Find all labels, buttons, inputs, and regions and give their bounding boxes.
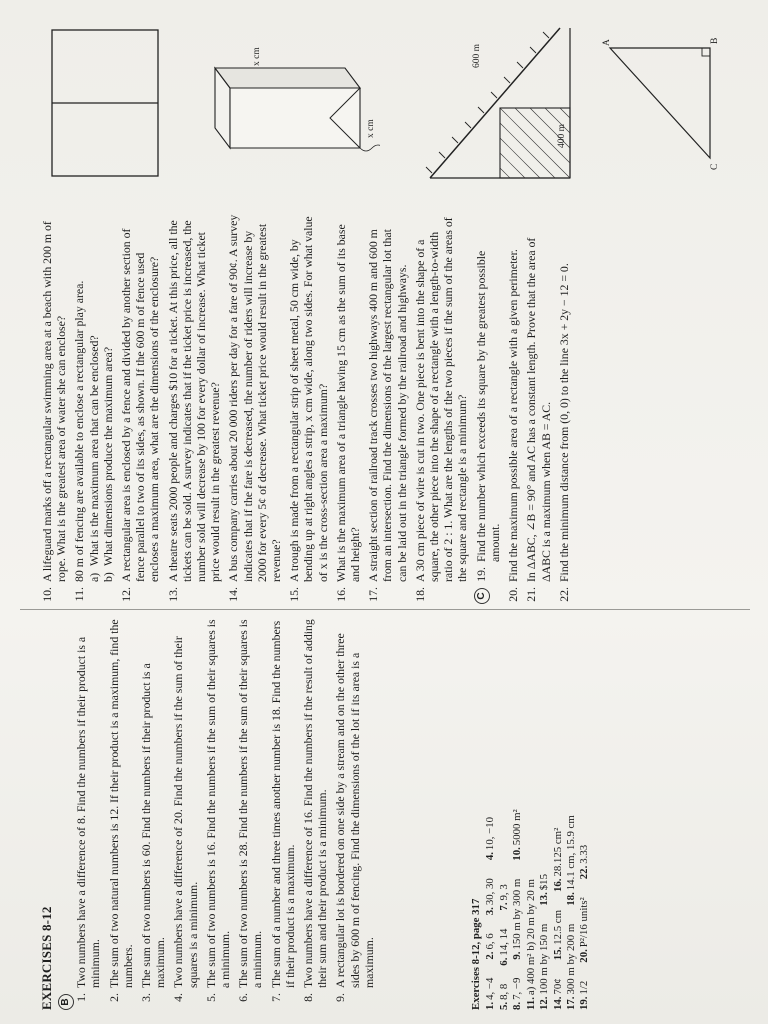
railroad-label-400: 400 m [557,123,567,148]
exercise-number: 7. [268,993,283,1002]
answer-line [511,614,524,1010]
railroad-label-600: 600 m [472,43,482,68]
answer-entry [511,969,523,1010]
answer-number: 6. [497,957,510,966]
exercise-item [226,210,283,604]
exercise-text: Find the minimum distance from (0, 0) to the line 3x + 2y − 12 = 0. [556,263,571,582]
exercise-text: A theatre seats 2000 people and charges $10 for a ticket. At this price, all the tickets can be sold. A survey indicates that if the ticket price is increased, the number sold will decrease by 100 for every dollar of increase. What ticket price would result in the greatest revenue? [165,220,223,582]
answer-line [578,614,591,1010]
answer-number: 4. [484,852,497,861]
answer-key [470,614,592,1010]
answer-number: 5. [497,1001,510,1010]
exercise-number: 8. [301,993,316,1002]
answer-value: 1/2 [578,980,591,995]
exercise-text: The sum of two numbers is 28. Find the numbers if the sum of their squares is a minimum. [236,619,265,988]
exercise-item [72,210,115,604]
exercise-number: 5. [203,993,218,1002]
exercise-body [474,210,502,562]
answer-line [498,614,511,1010]
exercise-item [74,614,102,1010]
answer-value: 300 m by 200 m [564,923,577,995]
exercise-text: Find the maximum possible area of a rectangle with a given perimeter. [506,249,521,582]
exercise-body [269,614,297,988]
exercise-item [474,210,502,584]
exercise-item [366,210,409,604]
exercise-text: The sum of two numbers is 16. Find the numbers if the sum of their squares is a minimum. [203,619,233,988]
exercise-number: 22. [556,587,571,602]
exercise-text: The sum of two numbers is 60. Find the numbers if their product is a maximum. [139,663,168,988]
answer-entry [578,888,590,962]
answer-value: 70¢ [551,978,564,995]
answer-entry [498,920,510,966]
exercise-text: A rectangular area is enclosed by a fence and divided by another section of fence parallel to two of its sides, as shown. If the 600 m of fence used encloses a maximum area, what are the dimensions of the enclosure? [119,228,162,582]
exercise-number: 19. [473,567,488,582]
exercise-body [366,210,409,582]
exercise-number: 16. [333,587,348,602]
exercise-text: In ΔABC, ∠B = 90° and AC has a constant length. Prove that the area of ΔABC is a maximum when AB = AC. [524,237,553,582]
exercise-item [107,614,135,1010]
answer-value: $15 [538,874,551,891]
exercise-list-middle [40,210,571,604]
exercise-body [40,210,68,582]
subpart-label: b) [100,572,115,582]
exercise-text: Two numbers have a difference of 8. Find the numbers if their product is a minimum. [74,636,103,988]
answer-lines [484,614,591,1010]
answer-number: 22. [578,865,591,880]
exercise-number: 18. [412,587,427,602]
exercise-number: 10. [40,587,54,602]
answer-line [484,614,497,1010]
exercise-text: The sum of two natural numbers is 12. If their product is a maximum, find the numbers. [106,619,135,988]
level-b-badge: B [58,994,74,1010]
trough-label-top: x cm [252,47,262,66]
exercise-item [204,614,232,1010]
exercise-body [166,210,223,582]
exercise-number: 1. [74,993,89,1002]
exercise-number: 3. [139,993,154,1002]
answer-number: 2. [484,951,497,960]
answer-number: 10. [511,847,524,861]
exercise-number: 12. [119,587,134,602]
exercise-body [333,614,376,988]
exercise-number: 20. [506,587,521,602]
exercise-number: 9. [333,993,348,1002]
answer-number: 9. [511,951,524,960]
exercise-number: 17. [366,587,381,602]
answer-value: a) 400 m² b) 20 m by 20 m [524,879,537,996]
answer-value: 28.125 cm² [551,827,564,877]
figure-column [30,8,750,198]
exercise-body [204,614,232,988]
answer-value: 14.1 cm, 15.9 cm [564,815,577,891]
exercise-text: A straight section of railroad track crosses two highways 400 m and 600 m from an intersection. Find the dimensions of the largest rectangular lot that can be laid out in the triangle formed by the railroad and highways. [366,229,409,582]
exercise-text: Two numbers have a difference of 16. Find the numbers if the result of adding their sum and their product is a minimum. [301,619,330,988]
railroad-diagram [410,18,580,188]
answer-entry [578,972,590,1010]
answer-entry [484,924,496,959]
answer-entry [525,870,537,1010]
exercise-body [413,210,470,582]
exercise-number: 4. [171,993,186,1002]
answer-number: 7. [497,902,510,911]
exercise-item [333,614,376,1010]
exercise-item [557,210,571,604]
exercise-item [506,210,520,604]
exercise-number: 14. [226,587,241,602]
answer-number: 1. [484,1001,497,1010]
answer-value: 4, −4 [484,977,497,1000]
answer-line [538,614,551,1010]
middle-column [40,210,575,604]
exercise-body [301,614,329,988]
exercise-subpart [87,210,101,582]
column-divider [20,609,750,610]
answer-value: 9, 3 [497,884,510,901]
exercise-text: 80 m of fencing are available to enclose a rectangular play area. [72,280,87,582]
exercise-body [506,210,520,582]
answer-entry [511,800,523,860]
exercise-list-left [74,614,376,1010]
exercise-number: 13. [165,587,180,602]
exercise-number: 21. [524,587,539,602]
exercise-text: What is the maximum area of a triangle having 15 cm as the sum of its base and height? [333,224,363,582]
exercise-body [139,614,167,988]
trough-label-side: x cm [366,119,376,138]
exercise-body [74,614,102,988]
exercise-item [171,614,199,1010]
answer-value: 100 m by 150 m [538,923,551,995]
answer-value: 10, −10 [484,816,497,851]
answer-number: 14. [551,996,564,1010]
answer-value: P²/16 units² [578,897,591,948]
exercise-text: A 30 cm piece of wire is cut in two. One piece is bent into the shape of a square, the other piece into the shape of a rectangle with a length-to-width ratio of 2 : 1. What are the lengths of the two pieces if the sum of the areas of the square and rectangle is a minimum? [412,217,470,582]
exercise-item [287,210,330,604]
answer-value: 30, 30 [484,878,497,906]
answer-entry [511,870,523,960]
answer-number: 11. [524,997,537,1010]
exercise-number: 2. [106,993,121,1002]
trough-diagram [210,28,380,178]
exercise-item [236,614,264,1010]
exercise-item [166,210,223,604]
answer-value: 150 m by 300 m [511,878,524,950]
answer-number: 20. [578,949,591,963]
answer-entry [578,836,590,879]
exercise-item [334,210,362,604]
answer-value: 5000 m² [511,809,524,846]
answer-number: 3. [484,907,497,916]
exercise-text: Find the number which exceeds its square by the greatest possible amount. [473,250,502,562]
exercise-heading: EXERCISES 8-12 [39,906,54,1010]
exercise-text: Two numbers have a difference of 20. Find the numbers if the sum of their squares is a minimum. [171,636,200,988]
exercise-body [236,614,264,988]
exercise-item [40,210,68,604]
answer-value: 3.33 [578,844,591,864]
answer-entry [565,915,577,1010]
exercise-item [119,210,162,604]
answer-value: 7, −9 [511,977,524,1000]
answer-key-title: Exercises 8-12, page 317 [470,898,483,1010]
exercise-body [287,210,330,582]
answer-number: 18. [564,892,577,906]
answer-number: 17. [564,996,577,1010]
exercise-number: 15. [287,587,302,602]
exercise-item [413,210,470,604]
exercise-number: 6. [236,993,251,1002]
fence-diagram [50,28,160,178]
subpart-text: What dimensions produce the maximum area? [100,346,115,566]
level-c-row [474,210,506,604]
answer-value: 8, 8 [497,983,510,1000]
answer-value: 6, 6 [484,933,497,950]
exercise-body [334,210,362,582]
exercise-body [226,210,283,582]
exercise-body [119,210,162,582]
answer-entry [484,969,496,1010]
exercise-subpart [101,210,115,582]
subpart-label: a) [86,572,101,582]
answer-entry [552,901,564,960]
answer-entry [498,875,510,910]
exercise-text: A rectangular lot is bordered on one side by a stream and on the other three sides by 600 m of fencing. Find the dimensions of the lot if its area is a maximum. [333,633,376,988]
exercise-body [524,210,552,582]
answer-number: 13. [538,892,551,906]
exercise-item [524,210,552,604]
answer-line [552,614,565,1010]
answer-entry [552,819,564,892]
level-b-row [58,614,74,1010]
answer-value: 12.5 cm [551,910,564,945]
triangle-vertex-b: B [710,37,720,44]
exercise-item [139,614,167,1010]
answer-entry [538,915,550,1010]
exercise-text: A trough is made from a rectangular strip of sheet metal, 50 cm wide, by bending up at right angles a strip, x cm wide, along two sides. For what value of x is the cross-section area a maximum? [287,216,330,582]
answer-number: 15. [551,946,564,961]
triangle-diagram [600,28,730,178]
exercise-item [269,614,297,1010]
exercise-body [557,210,571,582]
answer-value: 14, 14 [497,928,510,956]
answer-number: 12. [538,996,551,1010]
triangle-vertex-c: C [710,163,720,170]
answer-entry [565,806,577,905]
answer-number: 16. [551,878,564,892]
exercise-text: The sum of a number and three times another number is 18. Find the numbers if their product is a maximum. [268,620,297,988]
answer-line [525,614,538,1010]
exercise-body [72,210,115,582]
answer-entry [484,869,496,915]
subpart-text: What is the maximum area that can be enclosed? [86,335,101,566]
answer-number: 8. [511,1001,524,1010]
answer-entry [484,808,496,860]
exercise-number: 11. [72,587,87,602]
answer-number: 19. [578,996,591,1010]
exercise-text: A bus company carries about 20 000 riders per day for a fare of 90¢. A survey indicates that if the fare is decreased, the number of riders will increase by 2000 for every 5¢ of decrease. What ticket price would result in the greatest revenue? [226,214,284,582]
answer-entry [498,975,510,1010]
level-c-badge: C [474,588,490,604]
answer-entry [538,865,550,906]
exercise-item [301,614,329,1010]
triangle-vertex-a: A [602,39,612,46]
answer-line [565,614,578,1010]
exercise-text: A lifeguard marks off a rectangular swimming area at a beach with 200 m of rope. What is the greatest area of water she can enclose? [40,221,69,582]
left-column [40,614,592,1010]
exercise-body [107,614,135,988]
exercise-body [171,614,199,988]
answer-entry [552,969,564,1010]
